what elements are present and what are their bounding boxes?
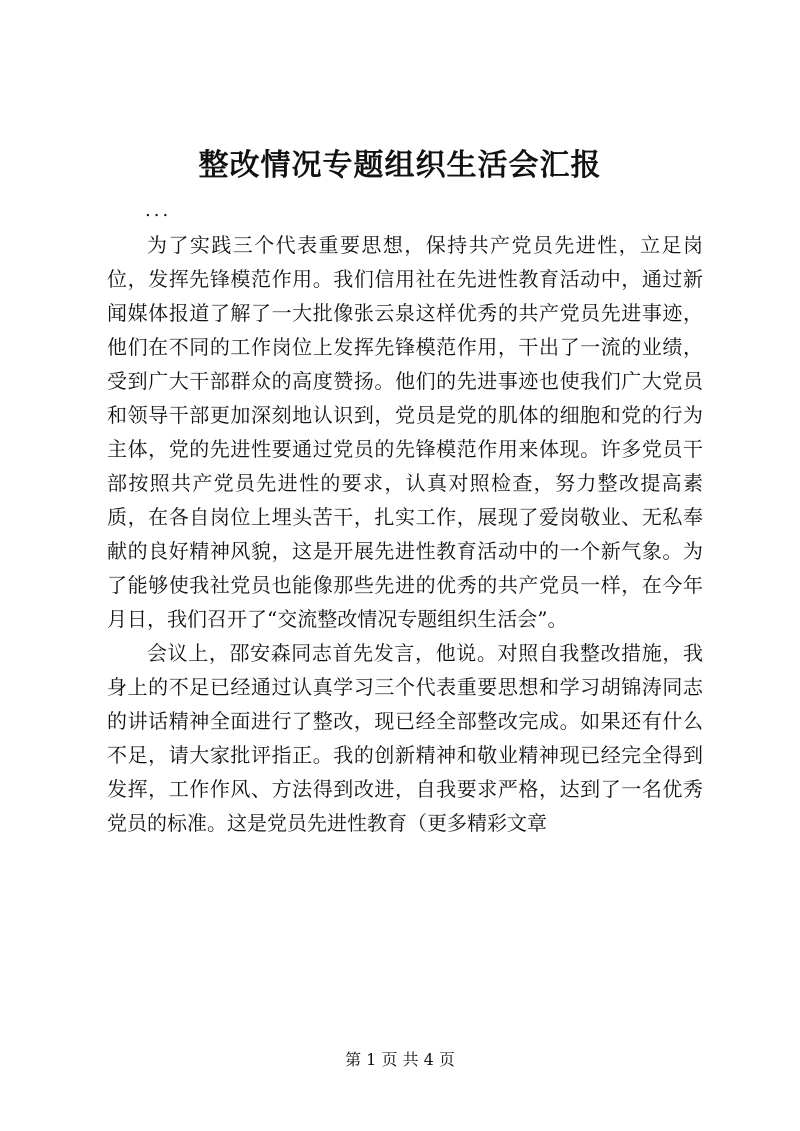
paragraph-2: 会议上，邵安森同志首先发言，他说。对照自我整改措施，我身上的不足已经通过认真学习三个代表重要思想和学习胡锦涛同志的讲话精神全面进行了整改，现已经全部整改完成。如果还有什么不足，请大家批评指正。我的创新精神和敬业精神现已经完全得到发挥，工作作风、方法得到改进，自我要求严格，达到了一名优秀党员的标准。这是党员先进性教育（更多精彩文章 <box>107 641 703 835</box>
page-footer: 第 1 页 共 4 页 <box>345 1050 455 1069</box>
paragraph-1: 为了实践三个代表重要思想，保持共产党员先进性，立足岗位，发挥先锋模范作用。我们信用社在先进性教育活动中，通过新闻媒体报道了解了一大批像张云泉这样优秀的共产党员先进事迹，他们在不同的工作岗位上发挥先锋模范作用，干出了一流的业绩，受到广大干部群众的高度赞扬。他们的先进事迹也使我们广大党员和领导干部更加深刻地认识到，党员是党的肌体的细胞和党的行为主体，党的先进性要通过党员的先锋模范作用来体现。许多党员干部按照共产党员先进性的要求，认真对照检查，努力整改提高素质，在各自岗位上埋头苦干，扎实工作，展现了爱岗敬业、无私奉献的良好精神风貌，这是开展先进性教育活动中的一个新气象。为了能够使我社党员也能像那些先进的优秀的共产党员一样，在今年月日，我们召开了“交流整改情况专题组织生活会”。 <box>107 233 703 631</box>
ellipsis-marker: ... <box>145 200 172 221</box>
document-title: 整改情况专题组织生活会汇报 <box>198 148 602 183</box>
document-body <box>107 228 703 840</box>
